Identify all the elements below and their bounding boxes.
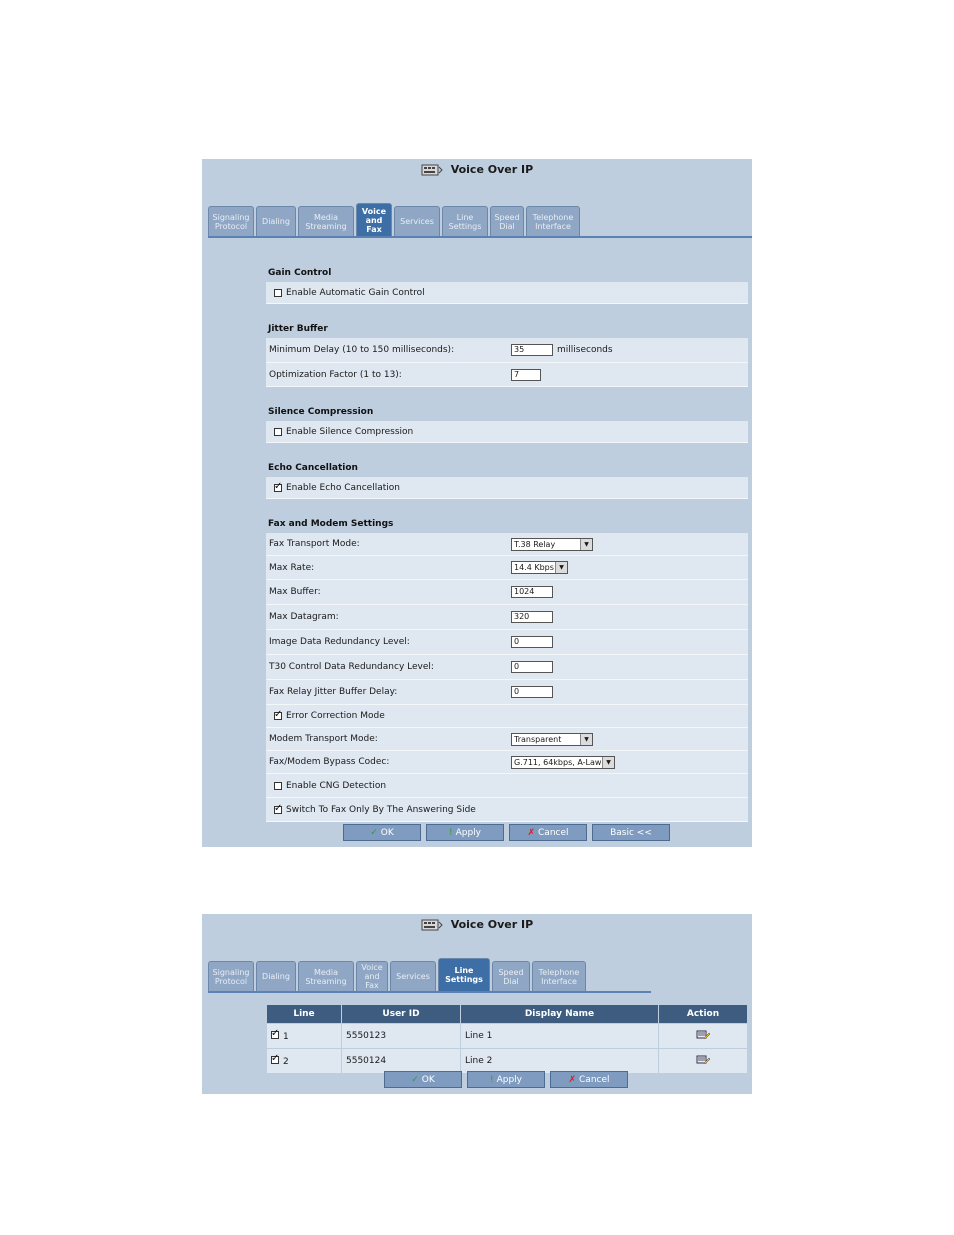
section-jitter-buffer: Jitter Buffer	[268, 324, 328, 334]
tab-voice-and-fax[interactable]: Voice and Fax	[356, 203, 392, 236]
tab-telephone-interface[interactable]: Telephone Interface	[532, 961, 586, 991]
max-buffer-input[interactable]: 1024	[511, 586, 553, 598]
min-delay-unit: milliseconds	[557, 345, 613, 355]
jitter-delay-input[interactable]: 0	[511, 686, 553, 698]
line-cell	[267, 1024, 342, 1049]
exclamation-icon: !	[448, 827, 453, 838]
row-min-delay	[266, 338, 748, 363]
answering-label: Switch To Fax Only By The Answering Side	[286, 804, 476, 815]
tab-voice-and-fax[interactable]: Voice and Fax	[356, 961, 388, 991]
row-cng	[266, 774, 748, 798]
ecm-checkbox[interactable]	[274, 712, 282, 720]
exclamation-icon: !	[489, 1074, 494, 1085]
lines-table	[266, 1004, 748, 1074]
section-echo-cancellation: Echo Cancellation	[268, 463, 358, 473]
agc-checkbox[interactable]	[274, 289, 282, 297]
tab-media-streaming[interactable]: Media Streaming	[298, 206, 354, 236]
t30-redundancy-input[interactable]: 0	[511, 661, 553, 673]
row-ecm	[266, 705, 748, 728]
section-fax-modem: Fax and Modem Settings	[268, 519, 394, 529]
line-settings-panel	[202, 914, 752, 1094]
line-checkbox[interactable]	[271, 1056, 279, 1064]
row-silence	[266, 421, 748, 443]
apply-button[interactable]	[467, 1071, 545, 1088]
column-header-action: Action	[659, 1005, 748, 1024]
row-max-datagram	[266, 605, 748, 630]
ecm-label: Error Correction Mode	[286, 711, 385, 721]
chevron-down-icon: ▼	[580, 539, 592, 550]
cancel-label: Cancel	[538, 827, 569, 838]
image-redundancy-input[interactable]: 0	[511, 636, 553, 648]
display-name-cell: Line 1	[461, 1024, 659, 1049]
echo-label: Enable Echo Cancellation	[286, 482, 400, 493]
answering-checkbox[interactable]	[274, 806, 282, 814]
agc-label: Enable Automatic Gain Control	[286, 287, 425, 298]
ecm-checkbox-group[interactable]	[274, 711, 385, 721]
row-echo	[266, 477, 748, 499]
display-name-cell: Line 2	[461, 1049, 659, 1074]
tab-signaling-protocol[interactable]: Signaling Protocol	[208, 961, 254, 991]
row-jitter-delay	[266, 680, 748, 705]
echo-checkbox-group[interactable]	[274, 483, 400, 493]
tab-speed-dial[interactable]: Speed Dial	[492, 961, 530, 991]
tab-bar	[208, 203, 582, 236]
voice-and-fax-panel	[202, 159, 752, 847]
ok-label: OK	[421, 1074, 435, 1085]
button-bar	[384, 1071, 633, 1088]
page-title: Voice Over IP	[450, 918, 534, 931]
x-icon: ✗	[527, 827, 536, 838]
fax-transport-value: T.38 Relay	[514, 539, 556, 549]
image-redundancy-label: Image Data Redundancy Level:	[269, 637, 410, 647]
cng-checkbox[interactable]	[274, 782, 282, 790]
max-rate-value: 14.4 Kbps	[514, 563, 554, 572]
cng-checkbox-group[interactable]	[274, 781, 386, 791]
tab-underline	[208, 236, 752, 238]
tab-speed-dial[interactable]: Speed Dial	[490, 206, 524, 236]
action-cell	[659, 1049, 748, 1074]
t30-redundancy-label: T30 Control Data Redundancy Level:	[269, 662, 434, 672]
max-rate-select[interactable]	[511, 561, 568, 574]
page-title-bar	[202, 918, 752, 932]
tab-underline	[208, 991, 651, 993]
button-bar	[343, 824, 675, 841]
cancel-label: Cancel	[579, 1074, 610, 1085]
table-row	[267, 1049, 748, 1074]
tab-bar	[208, 958, 588, 991]
user-id-cell: 5550124	[342, 1049, 461, 1074]
chevron-down-icon: ▼	[555, 562, 567, 573]
chevron-down-icon: ▼	[602, 757, 614, 768]
agc-checkbox-group[interactable]	[274, 288, 425, 298]
line-cell	[267, 1049, 342, 1074]
silence-checkbox-group[interactable]	[274, 427, 413, 437]
tab-signaling-protocol[interactable]: Signaling Protocol	[208, 206, 254, 236]
max-rate-label: Max Rate:	[269, 562, 315, 573]
voip-phone-icon	[421, 918, 443, 932]
voip-phone-icon	[421, 163, 443, 177]
fax-transport-select[interactable]	[511, 538, 593, 551]
bypass-codec-value: G.711, 64kbps, A-Law	[514, 757, 602, 767]
bypass-codec-label: Fax/Modem Bypass Codec:	[269, 757, 390, 767]
ok-label: OK	[380, 827, 394, 838]
column-header-user-id: User ID	[342, 1005, 461, 1024]
check-icon: ✓	[411, 1074, 419, 1085]
answering-checkbox-group[interactable]	[274, 805, 476, 815]
tab-services[interactable]: Services	[390, 961, 436, 991]
column-header-display-name: Display Name	[461, 1005, 659, 1024]
row-fax-transport	[266, 533, 748, 556]
action-cell	[659, 1024, 748, 1049]
row-opt-factor	[266, 363, 748, 387]
row-max-rate	[266, 556, 748, 580]
tab-line-settings[interactable]: Line Settings	[442, 206, 488, 236]
row-bypass-codec	[266, 751, 748, 774]
row-image-redundancy	[266, 630, 748, 655]
fax-transport-label: Fax Transport Mode:	[269, 539, 360, 549]
check-icon: ✓	[370, 827, 378, 838]
echo-checkbox[interactable]	[274, 484, 282, 492]
row-answering-side	[266, 798, 748, 822]
max-datagram-label: Max Datagram:	[269, 612, 339, 622]
cancel-button[interactable]	[550, 1071, 628, 1088]
section-gain-control: Gain Control	[268, 268, 332, 278]
line-checkbox[interactable]	[271, 1031, 279, 1039]
silence-label: Enable Silence Compression	[286, 426, 414, 437]
column-header-line: Line	[267, 1005, 342, 1024]
modem-transport-value: Transparent	[514, 734, 562, 744]
table-header-row	[267, 1005, 748, 1024]
row-agc	[266, 282, 748, 304]
cancel-button[interactable]	[509, 824, 587, 841]
tab-dialing[interactable]: Dialing	[256, 206, 296, 236]
line-number: 1	[283, 1031, 289, 1042]
modem-transport-select[interactable]	[511, 733, 593, 746]
edit-icon[interactable]	[696, 1055, 710, 1065]
table-row	[267, 1024, 748, 1049]
tab-telephone-interface[interactable]: Telephone Interface	[526, 206, 580, 236]
row-modem-transport	[266, 728, 748, 751]
ok-button[interactable]	[384, 1071, 462, 1088]
apply-label: Apply	[455, 827, 482, 838]
x-icon: ✗	[568, 1074, 577, 1085]
tab-line-settings[interactable]: Line Settings	[438, 958, 490, 991]
basic-label: Basic <<	[610, 827, 652, 838]
row-t30-redundancy	[266, 655, 748, 680]
user-id-cell: 5550123	[342, 1024, 461, 1049]
max-buffer-label: Max Buffer:	[269, 587, 321, 597]
page-title: Voice Over IP	[450, 163, 534, 176]
tab-services[interactable]: Services	[394, 206, 440, 236]
jitter-delay-label: Fax Relay Jitter Buffer Delay:	[269, 687, 398, 697]
ok-button[interactable]	[343, 824, 421, 841]
modem-transport-label: Modem Transport Mode:	[269, 734, 378, 744]
min-delay-label: Minimum Delay (10 to 150 milliseconds):	[269, 345, 455, 355]
tab-media-streaming[interactable]: Media Streaming	[298, 961, 354, 991]
cng-label: Enable CNG Detection	[286, 780, 387, 791]
opt-factor-label: Optimization Factor (1 to 13):	[269, 369, 402, 380]
max-datagram-input[interactable]: 320	[511, 611, 553, 623]
row-max-buffer	[266, 580, 748, 605]
apply-label: Apply	[496, 1074, 523, 1085]
apply-button[interactable]	[426, 824, 504, 841]
line-number: 2	[283, 1056, 289, 1067]
silence-checkbox[interactable]	[274, 428, 282, 436]
basic-button[interactable]	[592, 824, 670, 841]
chevron-down-icon: ▼	[580, 734, 592, 745]
edit-icon[interactable]	[696, 1030, 710, 1040]
section-silence-compression: Silence Compression	[268, 407, 374, 417]
opt-factor-input[interactable]: 7	[511, 369, 541, 381]
tab-dialing[interactable]: Dialing	[256, 961, 296, 991]
page-title-bar	[202, 163, 752, 177]
min-delay-input[interactable]: 35	[511, 344, 553, 356]
bypass-codec-select[interactable]	[511, 756, 615, 769]
